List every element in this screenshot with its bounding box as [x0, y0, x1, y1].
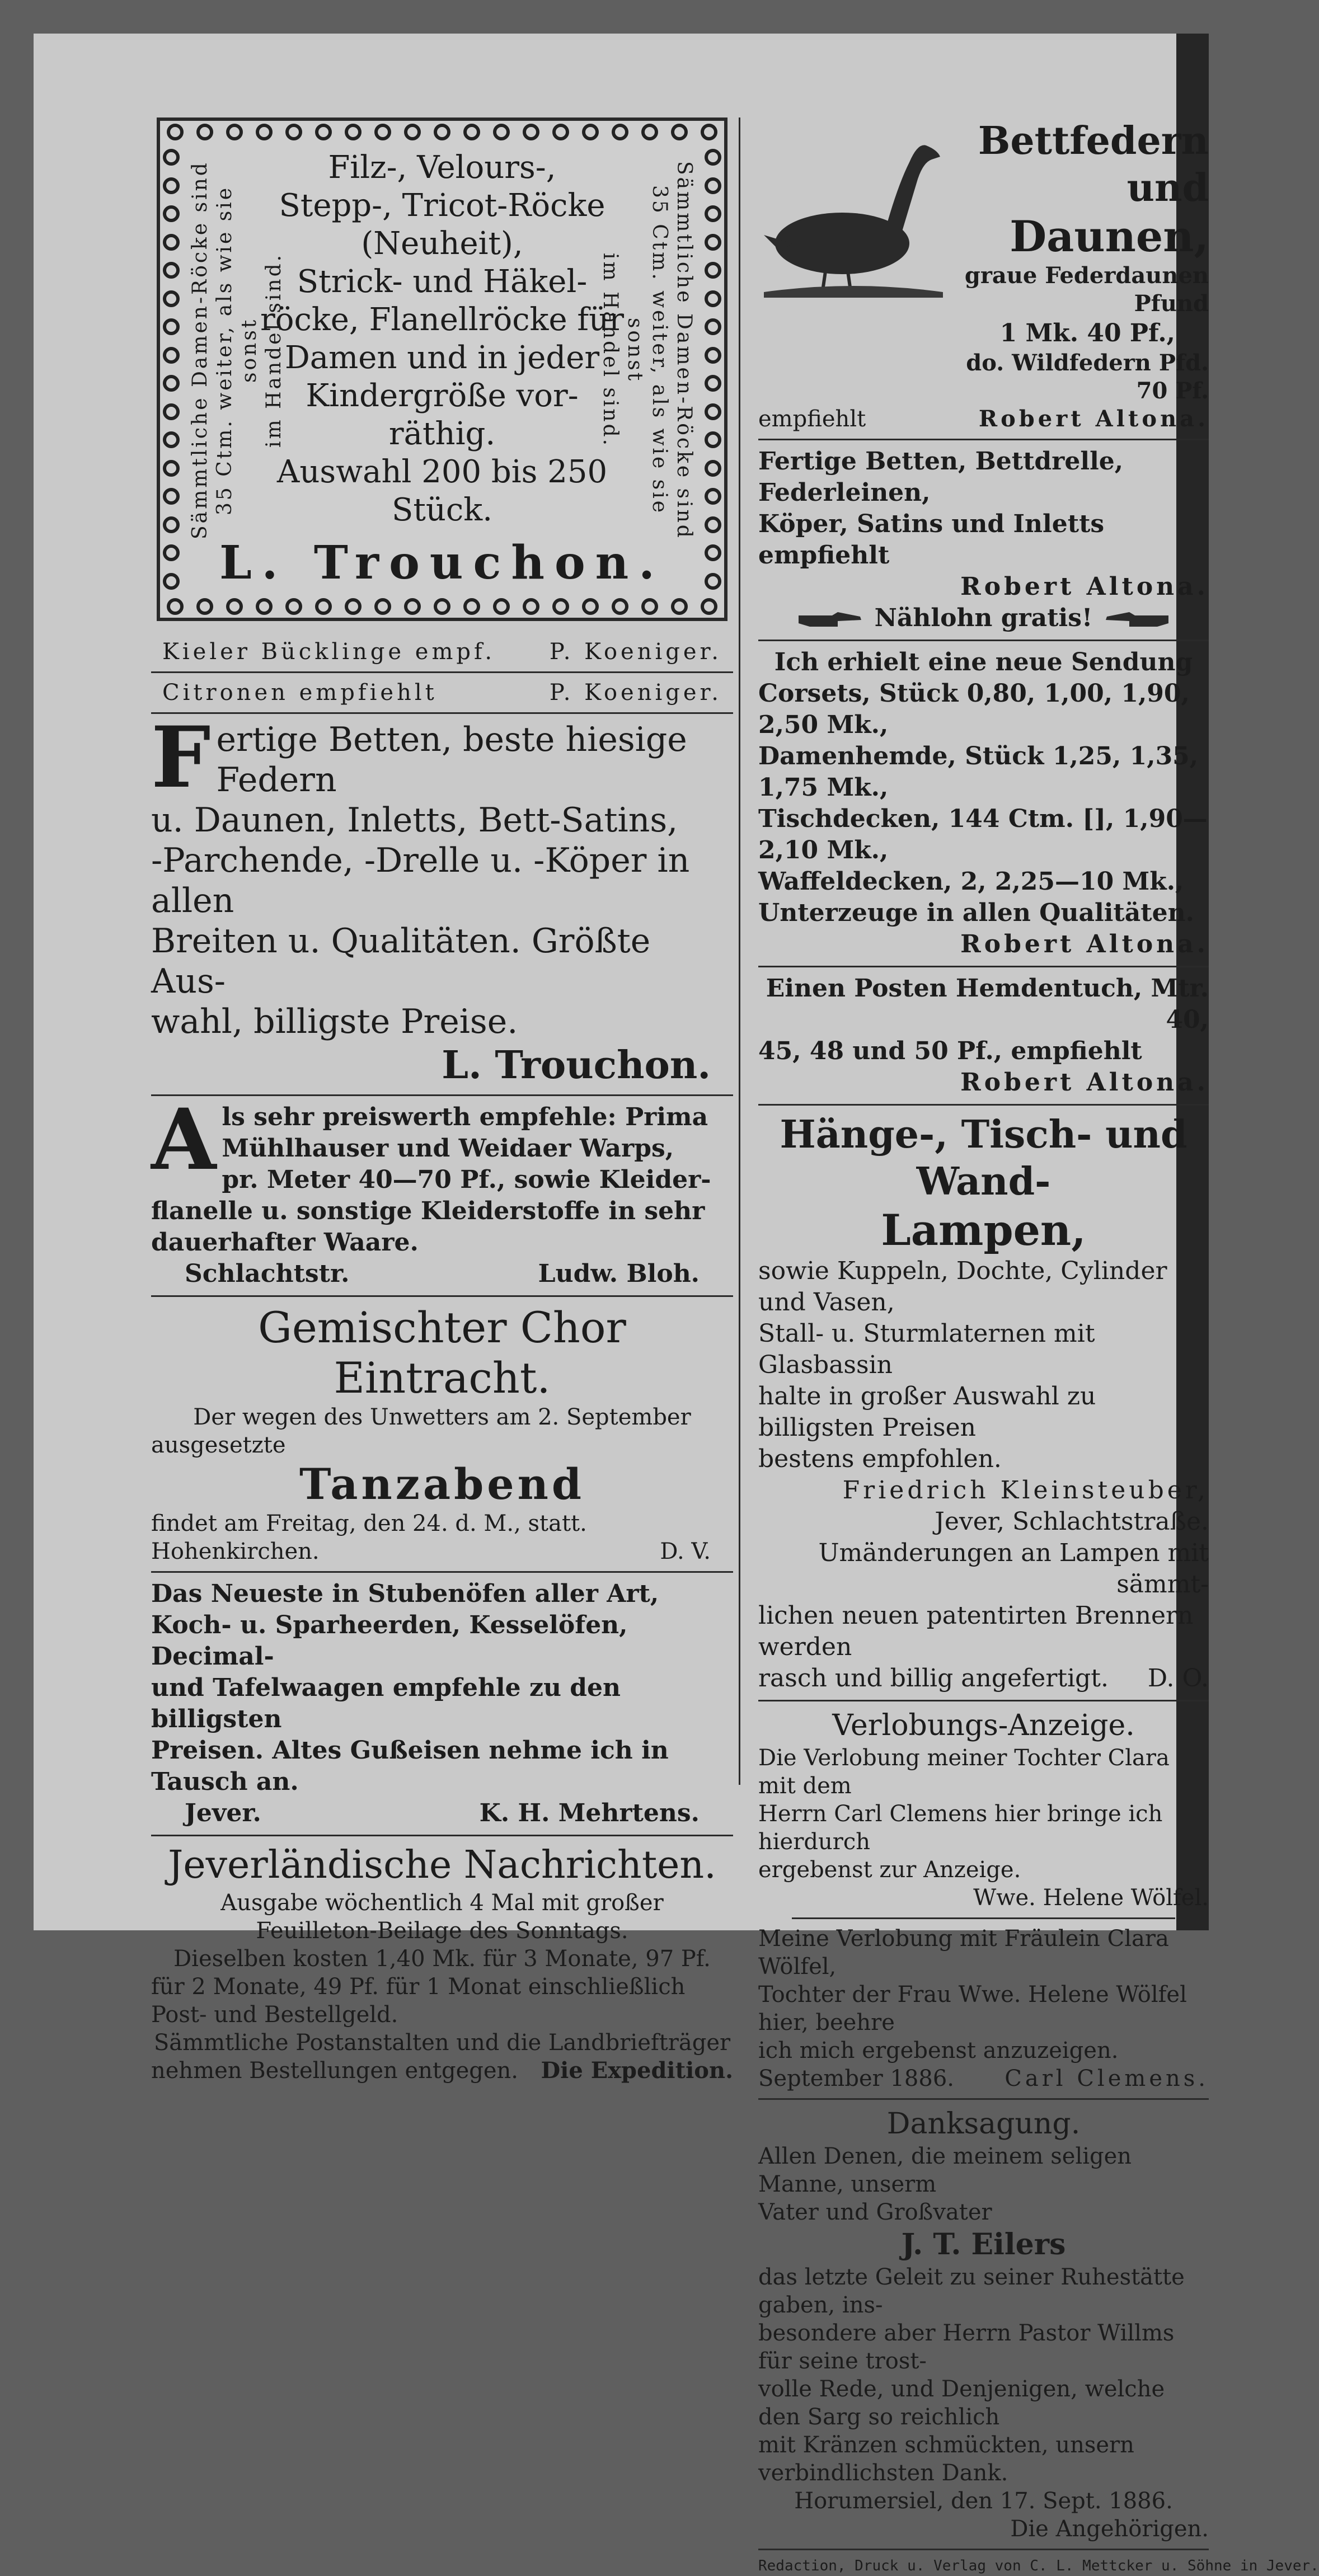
ad-signer: Jever, Schlachtstraße.: [935, 1507, 1209, 1536]
ad-signer: Robert Altona.: [960, 572, 1209, 601]
fertige-betten-ad: [758, 446, 1209, 634]
side-note-line: im Handel sind.: [262, 252, 285, 448]
danksagung-ad: [758, 2105, 1209, 2543]
ring-ornament: [256, 598, 273, 615]
ring-ornament: [285, 124, 302, 140]
ad-line: für 2 Monate, 49 Pf. für 1 Monat einschließlich: [151, 1974, 686, 2000]
ad-line: Koch- u. Sparheerden, Kesselöfen, Decimal-: [151, 1611, 628, 1671]
ad-title: Bettfedern und: [978, 119, 1209, 210]
rule: [151, 671, 733, 673]
ad-text: Kieler Bücklinge empf.: [162, 639, 496, 665]
ad-line: Vater und Großvater: [758, 2199, 992, 2225]
ring-ornament: [582, 598, 599, 615]
ad-title: Danksagung.: [886, 2107, 1081, 2141]
ad-footer: [758, 2065, 1209, 2093]
ad-line: mit Kränzen schmückten, unsern verbindlichsten Dank.: [758, 2432, 1134, 2486]
oefen-ad: [151, 1578, 733, 1829]
ad-line: findet am Freitag, den 24. d. M., statt.: [151, 1511, 587, 1536]
ring-ornament: [705, 460, 721, 477]
ad-line: pr. Meter 40—70 Pf., sowie Kleider-: [222, 1165, 711, 1194]
rule: [151, 1571, 733, 1573]
ring-ornament: [705, 262, 721, 279]
ad-signer: Robert Altona.: [978, 406, 1209, 432]
ring-ornament: [671, 124, 688, 140]
ad-line: bestens empfohlen.: [758, 1445, 1002, 1473]
ad-line: Mühlhauser und Weidaer Warps,: [222, 1134, 674, 1163]
ring-ornament: [705, 516, 721, 533]
ring-ornament: [552, 124, 569, 140]
ring-ornament: [404, 598, 421, 615]
drop-cap: F: [151, 708, 211, 807]
ad-signer: Die Expedition.: [541, 2057, 733, 2084]
ad-footer: [151, 1538, 733, 1566]
ring-ornament: [163, 318, 180, 335]
side-note-line: Sämmtliche Damen-Röcke sind: [673, 161, 696, 540]
rule: [151, 1295, 733, 1297]
ad-signer: D. V.: [660, 1539, 711, 1564]
ad-line: Herrn Carl Clemens hier bringe ich hierdurch: [758, 1801, 1163, 1855]
ring-ornament: [705, 573, 721, 590]
ring-ornament: [705, 149, 721, 166]
ad-line: empfiehlt: [758, 406, 866, 432]
citronen-ad: [151, 679, 733, 707]
rule: [151, 1094, 733, 1096]
ad-line: volle Rede, und Denjenigen, welche den Sarg so reichlich: [758, 2376, 1165, 2430]
corsets-ad: [758, 647, 1209, 960]
ring-ornament: [705, 318, 721, 335]
ad-line: Post- und Bestellgeld.: [151, 2002, 398, 2028]
column-divider: [739, 117, 740, 1785]
ring-ornament: [196, 598, 213, 615]
ad-line: graue Federdaunen Pfund: [964, 262, 1209, 317]
ad-line: Das Neueste in Stubenöfen aller Art,: [151, 1580, 659, 1608]
ad-line: Damenhemde, Stück 1,25, 1,35, 1,75 Mk.,: [758, 742, 1199, 802]
ring-ornament: [705, 431, 721, 448]
ad-line: Stück.: [391, 492, 493, 528]
ring-ornament: [163, 205, 180, 222]
ring-ornament: [167, 598, 184, 615]
ad-line: Tausch an.: [151, 1768, 299, 1796]
right-column: [758, 117, 1319, 2576]
ad-line: das letzte Geleit zu seiner Ruhestätte gaben, ins-: [758, 2264, 1185, 2318]
ring-ornament: [552, 598, 569, 615]
ring-border-left: [160, 143, 182, 595]
ad-line: Einen Posten Hemdentuch, Mtr. 40,: [766, 974, 1209, 1034]
ring-ornament: [163, 375, 180, 392]
rule: [758, 966, 1209, 967]
ad-line: Damen und in jeder: [284, 340, 600, 376]
ring-ornament: [163, 234, 180, 251]
ring-ornament: [705, 234, 721, 251]
ring-ornament: [163, 516, 180, 533]
ad-line: ls sehr preiswerth empfehle: Prima: [222, 1103, 708, 1131]
ad-title: Jeverländische Nachrichten.: [168, 1843, 716, 1887]
ad-title: Lampen,: [881, 1205, 1086, 1255]
ring-ornament: [285, 598, 302, 615]
ring-ornament: [163, 290, 180, 307]
ad-line: halte in großer Auswahl zu billigsten Preisen: [758, 1382, 1096, 1442]
ad-line: Corsets, Stück 0,80, 1,00, 1,90, 2,50 Mk.,: [758, 679, 1190, 739]
ad-line: Stall- u. Sturmlaternen mit Glasbassin: [758, 1319, 1095, 1379]
ring-ornament: [163, 544, 180, 561]
ad-title: Hänge-, Tisch- und Wand-: [780, 1112, 1187, 1204]
ring-ornament: [345, 598, 362, 615]
felt-ad-signature: L. Trouchon.: [219, 536, 665, 590]
ad-place: Hohenkirchen.: [151, 1539, 320, 1564]
rule: [758, 1700, 1209, 1701]
ad-line: Umänderungen an Lampen mit sämmt-: [818, 1539, 1209, 1599]
ad-date: Horumersiel, den 17. Sept. 1886.: [794, 2488, 1173, 2514]
ring-ornament: [705, 403, 721, 420]
ad-line: (Neuheit),: [361, 225, 523, 262]
ad-line: Ich erhielt eine neue Sendung: [774, 648, 1193, 676]
ring-ornament: [701, 598, 717, 615]
ring-ornament: [705, 290, 721, 307]
ring-ornament: [163, 262, 180, 279]
ad-signer: Wwe. Helene Wölfel.: [973, 1885, 1209, 1911]
ring-ornament: [434, 598, 450, 615]
drop-cap: A: [151, 1090, 217, 1189]
felt-ad-text: [255, 149, 629, 529]
side-note-line: 35 Ctm. weiter, als wie sie sonst: [623, 185, 671, 515]
ad-footer: [758, 1663, 1209, 1694]
ad-line: dauerhafter Waare.: [151, 1228, 419, 1257]
ad-line: ergebenst zur Anzeige.: [758, 1857, 1021, 1883]
ad-line: flanelle u. sonstige Kleiderstoffe in sehr: [151, 1197, 705, 1225]
rule: [151, 1835, 733, 1836]
ad-line: Dieselben kosten 1,40 Mk. für 3 Monate, 97 Pf.: [173, 1946, 711, 1972]
ad-line: 1 Mk. 40 Pf.,: [999, 319, 1175, 347]
ad-line: Unterzeuge in allen Qualitäten.: [758, 899, 1194, 927]
ring-ornament: [163, 347, 180, 364]
ad-signer: K. H. Mehrtens.: [479, 1799, 700, 1827]
ad-line: ertige Betten, beste hiesige Federn: [216, 720, 687, 800]
ad-line: 45, 48 und 50 Pf., empfiehlt: [758, 1037, 1142, 1065]
lampen-ad: [758, 1111, 1209, 1694]
ring-ornament: [163, 149, 180, 166]
ring-border-right: [702, 143, 724, 595]
ad-footer: [151, 1258, 733, 1290]
ring-ornament: [523, 124, 539, 140]
ring-ornament: [582, 124, 599, 140]
ad-line: Strick- und Häkel-: [297, 264, 588, 300]
ad-footer: [758, 405, 1209, 433]
ad-place: Schlachtstr.: [185, 1259, 350, 1288]
hemdentuch-ad: [758, 973, 1209, 1098]
ad-line: Ausgabe wöchentlich 4 Mal mit großer: [220, 1890, 664, 1916]
buecklinge-ad: [151, 638, 733, 666]
ad-line: ich mich ergebenst anzuzeigen.: [758, 2038, 1119, 2063]
ad-signer: Ludw. Bloh.: [538, 1259, 700, 1288]
ad-line: Allen Denen, die meinem seligen Manne, unserm: [758, 2143, 1132, 2197]
ad-line: Sämmtliche Postanstalten und die Landbriefträger: [153, 2030, 731, 2056]
nachrichten-ad: [151, 1842, 733, 2085]
ring-ornament: [163, 488, 180, 505]
ad-signer: Robert Altona.: [960, 1068, 1209, 1097]
left-column: [151, 117, 733, 2085]
side-note-line: im Handel sind.: [599, 252, 622, 448]
naehlohn-line: [758, 603, 1209, 634]
ad-title: Verlobungs-Anzeige.: [832, 1709, 1135, 1742]
ad-signer: Friedrich Kleinsteuber,: [842, 1476, 1209, 1505]
ring-ornament: [705, 488, 721, 505]
ad-signer: Robert Altona.: [960, 930, 1209, 958]
ad-footer: [151, 2057, 733, 2085]
ad-line: besondere aber Herrn Pastor Willms für seine trost-: [758, 2320, 1175, 2374]
ring-ornament: [705, 205, 721, 222]
ring-ornament: [315, 124, 332, 140]
ring-ornament: [196, 124, 213, 140]
ring-ornament: [163, 177, 180, 194]
betten-ad: [151, 708, 733, 1089]
ring-ornament: [705, 544, 721, 561]
ring-ornament: [226, 124, 243, 140]
ring-ornament: [163, 431, 180, 448]
ad-signer: L. Trouchon.: [442, 1043, 711, 1088]
ad-line: Feuilleton-Beilage des Sonntags.: [256, 1918, 628, 1944]
ad-signer: P. Koeniger.: [549, 680, 722, 706]
newspaper-page: [34, 34, 1319, 2574]
ring-ornament: [163, 403, 180, 420]
ring-ornament: [463, 598, 480, 615]
felt-skirts-ad: [157, 117, 727, 621]
ad-line: Preisen. Altes Gußeisen nehme ich in: [151, 1736, 669, 1765]
pointing-hand-right-icon: [799, 609, 866, 631]
ring-ornament: [374, 598, 391, 615]
ad-signer: P. Koeniger.: [549, 639, 722, 665]
ring-ornament: [163, 573, 180, 590]
ring-ornament: [705, 375, 721, 392]
chor-ad: [151, 1303, 733, 1566]
ad-line: Meine Verlobung mit Fräulein Clara Wölfel,: [758, 1926, 1169, 1980]
ad-title: Gemischter Chor Eintracht.: [258, 1303, 626, 1403]
ring-ornament: [612, 598, 628, 615]
ad-line: Filz-, Velours-,: [328, 149, 556, 186]
naehlohn-text: Nählohn gratis!: [874, 604, 1093, 632]
ad-line: sowie Kuppeln, Dochte, Cylinder und Vasen,: [758, 1257, 1167, 1317]
ring-ornament: [315, 598, 332, 615]
rule: [758, 2549, 1209, 2550]
ad-line: Köper, Satins und Inletts empfiehlt: [758, 510, 1105, 570]
ring-ornament: [705, 177, 721, 194]
rule: [758, 439, 1209, 440]
ad-line: und Tafelwaagen empfehle zu den billigsten: [151, 1674, 621, 1733]
ad-line: do. Wildfedern Pfd. 70 Pf.: [966, 350, 1209, 404]
ring-ornament: [434, 124, 450, 140]
ring-ornament: [493, 124, 510, 140]
pointing-hand-left-icon: [1101, 609, 1168, 631]
goose-illustration-icon: [758, 117, 949, 302]
rule: [758, 1104, 1209, 1106]
ad-line: rasch und billig angefertigt.: [758, 1664, 1109, 1693]
ad-line: Der wegen des Unwetters am 2. September: [193, 1404, 691, 1430]
ad-title: Daunen,: [1010, 211, 1209, 261]
ad-line: Kindergröße vor-: [306, 378, 579, 414]
ring-ornament: [374, 124, 391, 140]
imprint-footer: Redaction, Druck u. Verlag von C. L. Mettcker u. Söhne in Jever.: [758, 2558, 1319, 2574]
ad-line: nehmen Bestellungen entgegen.: [151, 2058, 519, 2084]
ring-ornament: [671, 598, 688, 615]
ring-ornament: [641, 598, 658, 615]
side-note-line: Sämmtliche Damen-Röcke sind: [189, 161, 212, 540]
ring-ornament: [345, 124, 362, 140]
ad-line: Tischdecken, 144 Ctm. [], 1,90—2,10 Mk.,: [758, 805, 1208, 864]
ad-place: Jever.: [185, 1799, 261, 1827]
ad-line: ausgesetzte: [151, 1432, 286, 1458]
ad-line: Breiten u. Qualitäten. Größte Aus-: [151, 922, 651, 1001]
ring-border-top: [160, 121, 724, 143]
ad-line: Fertige Betten, Bettdrelle, Federleinen,: [758, 447, 1124, 507]
bettfedern-ad: [758, 117, 1209, 405]
ad-line: u. Daunen, Inletts, Bett-Satins,: [151, 801, 678, 840]
deceased-name: J. T. Eilers: [901, 2227, 1066, 2262]
verlobung-ad: [758, 1707, 1209, 2093]
ring-ornament: [463, 124, 480, 140]
ring-ornament: [523, 598, 539, 615]
ad-headline: Tanzabend: [299, 1459, 585, 1509]
ad-signer: Die Angehörigen.: [1010, 2516, 1209, 2542]
ad-line: Die Verlobung meiner Tochter Clara mit dem: [758, 1745, 1170, 1799]
ring-ornament: [226, 598, 243, 615]
ad-signer: Carl Clemens.: [1004, 2066, 1209, 2091]
ad-line: -Parchende, -Drelle u. -Köper in allen: [151, 841, 690, 920]
ad-line: Waffeldecken, 2, 2,25—10 Mk.,: [758, 867, 1184, 896]
ad-line: Auswahl 200 bis 250: [276, 454, 608, 490]
side-note-line: 35 Ctm. weiter, als wie sie sonst: [213, 185, 261, 515]
rule: [792, 1917, 1175, 1919]
ad-date: September 1886.: [758, 2066, 954, 2091]
rule: [758, 2098, 1209, 2100]
ad-line: Tochter der Frau Wwe. Helene Wölfel hier, beehre: [758, 1982, 1187, 2036]
ring-ornament: [404, 124, 421, 140]
ring-ornament: [163, 460, 180, 477]
ring-ornament: [256, 124, 273, 140]
ring-ornament: [612, 124, 628, 140]
warps-ad: [151, 1090, 733, 1290]
ad-line: röcke, Flanellröcke für: [260, 302, 624, 338]
ring-ornament: [493, 598, 510, 615]
ad-signer: D. O.: [1147, 1664, 1209, 1693]
ring-border-bottom: [160, 595, 724, 618]
ad-line: lichen neuen patentirten Brennern werden: [758, 1601, 1194, 1661]
ring-ornament: [705, 347, 721, 364]
ring-ornament: [701, 124, 717, 140]
ad-line: räthig.: [388, 416, 496, 452]
ad-text: Citronen empfiehlt: [162, 680, 438, 706]
rule: [758, 640, 1209, 641]
ad-line: wahl, billigste Preise.: [151, 1002, 518, 1041]
ring-ornament: [167, 124, 184, 140]
ad-footer: [151, 1798, 733, 1829]
ad-line: Stepp-, Tricot-Röcke: [279, 187, 605, 224]
ring-ornament: [641, 124, 658, 140]
rule: [151, 712, 733, 714]
